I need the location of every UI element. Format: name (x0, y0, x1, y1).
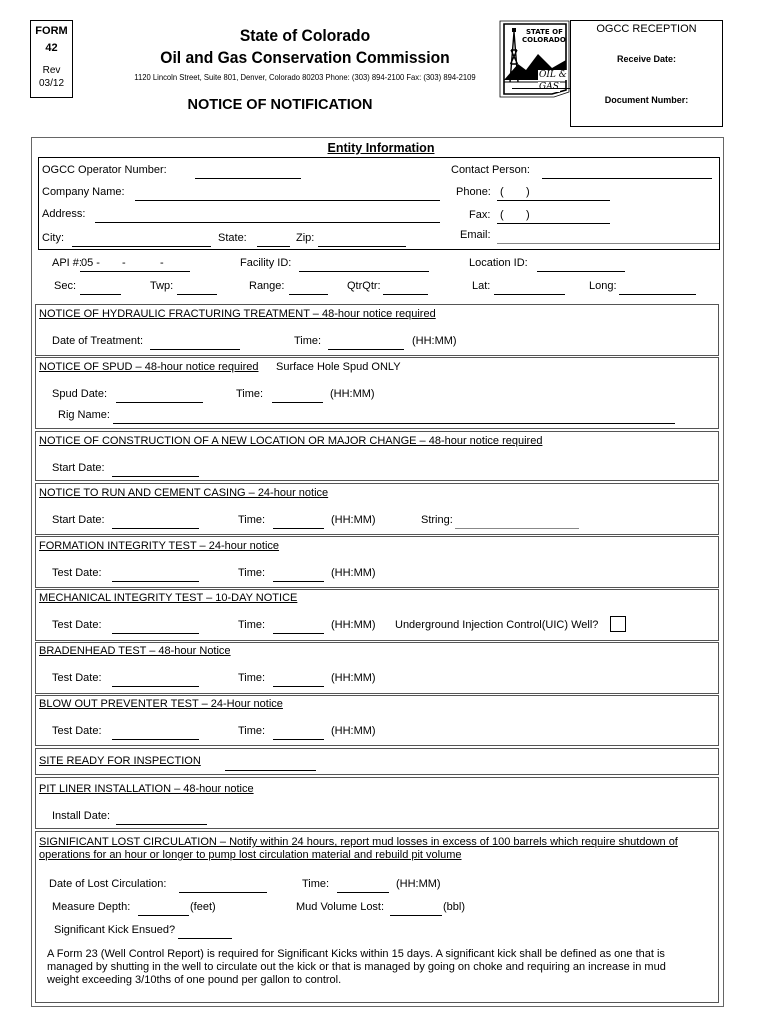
zip-field[interactable] (318, 246, 406, 247)
twp-field[interactable] (177, 294, 217, 295)
bop-date-field[interactable] (112, 739, 199, 740)
fax-field[interactable] (497, 223, 610, 224)
lost-date-label[interactable]: Date of Lost Circulation: (49, 878, 167, 890)
bradenhead-hhmm: (HH:MM) (331, 672, 376, 684)
logo-text-colorado: COLORADO (522, 36, 566, 44)
frac-time-field[interactable] (328, 349, 404, 350)
state-field[interactable] (257, 246, 290, 247)
phone-paren-open: ( (500, 186, 504, 198)
api-label[interactable]: API #: (52, 257, 82, 269)
long-label[interactable]: Long: (589, 280, 617, 292)
fax-label[interactable]: Fax: (469, 209, 491, 221)
spud-hhmm: (HH:MM) (330, 388, 375, 400)
state-title: State of Colorado (239, 26, 371, 45)
rev-label: Rev (42, 65, 61, 76)
reception-divider (512, 88, 570, 89)
long-field[interactable] (619, 294, 696, 295)
spud-time-label[interactable]: Time: (236, 388, 264, 400)
form-label: FORM (35, 25, 68, 37)
casing-time-field[interactable] (273, 528, 324, 529)
mud-volume-field[interactable] (390, 915, 442, 916)
email-label[interactable]: Email: (460, 229, 491, 241)
bradenhead-time-label[interactable]: Time: (238, 672, 266, 684)
site-ready-title: SITE READY FOR INSPECTION (39, 755, 201, 767)
mit-time-field[interactable] (273, 633, 324, 634)
casing-string-label[interactable]: String: (421, 514, 453, 526)
spud-note: Surface Hole Spud ONLY (276, 361, 401, 373)
lost-circulation-title-line2: operations for an hour or longer to pump lost circulation material and rebuild pit volume (39, 849, 462, 861)
address-label[interactable]: Address: (42, 208, 86, 220)
location-id-field[interactable] (537, 271, 625, 272)
bop-date-label[interactable]: Test Date: (52, 725, 102, 737)
phone-paren-close: ) (526, 186, 530, 198)
phone-field[interactable] (497, 200, 610, 201)
site-ready-field[interactable] (225, 770, 316, 771)
bop-title: BLOW OUT PREVENTER TEST – 24-Hour notice (39, 698, 283, 710)
measure-depth-label[interactable]: Measure Depth: (52, 901, 131, 913)
qtrqtr-label[interactable]: QtrQtr: (347, 280, 381, 292)
mit-hhmm: (HH:MM) (331, 619, 376, 631)
lost-date-field[interactable] (179, 892, 267, 893)
address-field[interactable] (95, 222, 440, 223)
casing-date-field[interactable] (112, 528, 199, 529)
frac-time-label[interactable]: Time: (294, 335, 322, 347)
mud-volume-unit: (bbl) (443, 901, 466, 913)
casing-title: NOTICE TO RUN AND CEMENT CASING – 24-hour notice (39, 487, 329, 499)
significant-kick-field[interactable] (178, 938, 232, 939)
fit-date-label[interactable]: Test Date: (52, 567, 102, 579)
email-field[interactable] (497, 243, 719, 244)
form23-note-line3: weight exceeding 3/10ths of one pound per gallon to control. (47, 974, 342, 986)
mud-volume-label[interactable]: Mud Volume Lost: (296, 901, 385, 913)
logo-text-gas: GAS (539, 82, 559, 92)
casing-hhmm: (HH:MM) (331, 514, 376, 526)
address-line: 1120 Lincoln Street, Suite 801, Denver, Colorado 80203 Phone: (303) 894-2100 Fax: (303) 894-2109 (134, 72, 476, 82)
lat-field[interactable] (494, 294, 565, 295)
logo-text-state-of: STATE OF (526, 28, 563, 36)
ogcc-reception-box (570, 20, 723, 127)
fax-paren-open: ( (500, 209, 504, 221)
fax-paren-close: ) (526, 209, 530, 221)
range-field[interactable] (289, 294, 328, 295)
fit-time-field[interactable] (273, 581, 324, 582)
pit-liner-title: PIT LINER INSTALLATION – 48-hour notice (39, 783, 254, 795)
mit-date-label[interactable]: Test Date: (52, 619, 102, 631)
colorado-oil-gas-logo (496, 20, 570, 98)
bop-hhmm: (HH:MM) (331, 725, 376, 737)
rig-name-field[interactable] (113, 423, 675, 424)
qtrqtr-field[interactable] (383, 294, 428, 295)
sec-field[interactable] (80, 294, 121, 295)
bop-time-label[interactable]: Time: (238, 725, 266, 737)
contact-person-field[interactable] (542, 178, 712, 179)
fit-time-label[interactable]: Time: (238, 567, 266, 579)
api-prefix: 05 - (81, 257, 100, 269)
operator-number-label[interactable]: OGCC Operator Number: (42, 164, 167, 176)
spud-time-field[interactable] (272, 402, 323, 403)
range-label[interactable]: Range: (249, 280, 285, 292)
city-field[interactable] (72, 246, 211, 247)
bradenhead-title: BRADENHEAD TEST – 48-hour Notice (39, 645, 231, 657)
twp-label[interactable]: Twp: (150, 280, 174, 292)
lost-time-label[interactable]: Time: (302, 878, 330, 890)
operator-number-field[interactable] (195, 178, 301, 179)
mit-time-label[interactable]: Time: (238, 619, 266, 631)
receive-date-label: Receive Date: (616, 54, 677, 64)
lost-hhmm: (HH:MM) (396, 878, 441, 890)
rig-name-label[interactable]: Rig Name: (58, 409, 110, 421)
state-label[interactable]: State: (218, 232, 247, 244)
form23-note-line2: managed by shutting in the well to circulate out the kick or that is managed by going on choke and requiring an increase in mud (47, 961, 666, 973)
significant-kick-label[interactable]: Significant Kick Ensued? (54, 924, 176, 936)
frac-date-label[interactable]: Date of Treatment: (52, 335, 144, 347)
bradenhead-date-field[interactable] (112, 686, 199, 687)
measure-depth-field[interactable] (138, 915, 189, 916)
lost-time-field[interactable] (337, 892, 389, 893)
casing-string-field[interactable] (455, 528, 579, 529)
lat-label[interactable]: Lat: (472, 280, 491, 292)
zip-label[interactable]: Zip: (296, 232, 315, 244)
form-number: 42 (45, 42, 58, 54)
casing-time-label[interactable]: Time: (238, 514, 266, 526)
phone-label[interactable]: Phone: (456, 186, 491, 198)
api-dash-2: - (160, 257, 164, 269)
api-field[interactable] (80, 271, 190, 272)
api-dash-1: - (122, 257, 126, 269)
fit-hhmm: (HH:MM) (331, 567, 376, 579)
form-title: NOTICE OF NOTIFICATION (187, 97, 373, 113)
city-label[interactable]: City: (42, 232, 64, 244)
construction-date-label[interactable]: Start Date: (52, 462, 105, 474)
sec-label[interactable]: Sec: (54, 280, 77, 292)
uic-well-checkbox[interactable] (610, 616, 626, 632)
form23-note-line1: A Form 23 (Well Control Report) is required for Significant Kicks within 15 days. A significant kick shall be defined as one that is (47, 948, 665, 960)
mit-date-field[interactable] (112, 633, 199, 634)
facility-id-field[interactable] (299, 271, 429, 272)
pit-liner-date-label[interactable]: Install Date: (52, 810, 111, 822)
reception-title: OGCC RECEPTION (596, 23, 697, 35)
bop-time-field[interactable] (273, 739, 324, 740)
bradenhead-time-field[interactable] (273, 686, 324, 687)
uic-well-label: Underground Injection Control(UIC) Well? (395, 619, 599, 631)
casing-date-label[interactable]: Start Date: (52, 514, 105, 526)
logo-text-oil: OIL & (539, 70, 567, 80)
rev-date: 03/12 (38, 78, 65, 89)
spud-title: NOTICE OF SPUD – 48-hour notice required (39, 361, 259, 373)
spud-date-field[interactable] (116, 402, 203, 403)
mit-title: MECHANICAL INTEGRITY TEST – 10-DAY NOTICE (39, 592, 298, 604)
bradenhead-date-label[interactable]: Test Date: (52, 672, 102, 684)
form-number-box (30, 20, 73, 98)
document-number-label: Document Number: (604, 95, 689, 105)
fit-title: FORMATION INTEGRITY TEST – 24-hour notice (39, 540, 280, 552)
frac-title: NOTICE OF HYDRAULIC FRACTURING TREATMENT – 48-hour notice required (39, 308, 436, 320)
company-name-field[interactable] (135, 200, 440, 201)
entity-info-title: Entity Information (327, 141, 435, 155)
frac-hhmm: (HH:MM) (412, 335, 457, 347)
commission-title: Oil and Gas Conservation Commission (160, 48, 450, 67)
facility-id-label[interactable]: Facility ID: (240, 257, 292, 269)
lost-circulation-title-line1: SIGNIFICANT LOST CIRCULATION – Notify within 24 hours, report mud losses in excess of 100 barrels which require shutdown of (39, 836, 678, 848)
frac-date-field[interactable] (150, 349, 240, 350)
company-name-label[interactable]: Company Name: (42, 186, 125, 198)
contact-person-label[interactable]: Contact Person: (451, 164, 530, 176)
location-id-label[interactable]: Location ID: (469, 257, 528, 269)
fit-date-field[interactable] (112, 581, 199, 582)
construction-title: NOTICE OF CONSTRUCTION OF A NEW LOCATION OR MAJOR CHANGE – 48-hour notice required (39, 435, 543, 447)
construction-date-field[interactable] (112, 476, 199, 477)
pit-liner-date-field[interactable] (116, 824, 207, 825)
spud-date-label[interactable]: Spud Date: (52, 388, 108, 400)
measure-depth-unit: (feet) (190, 901, 216, 913)
